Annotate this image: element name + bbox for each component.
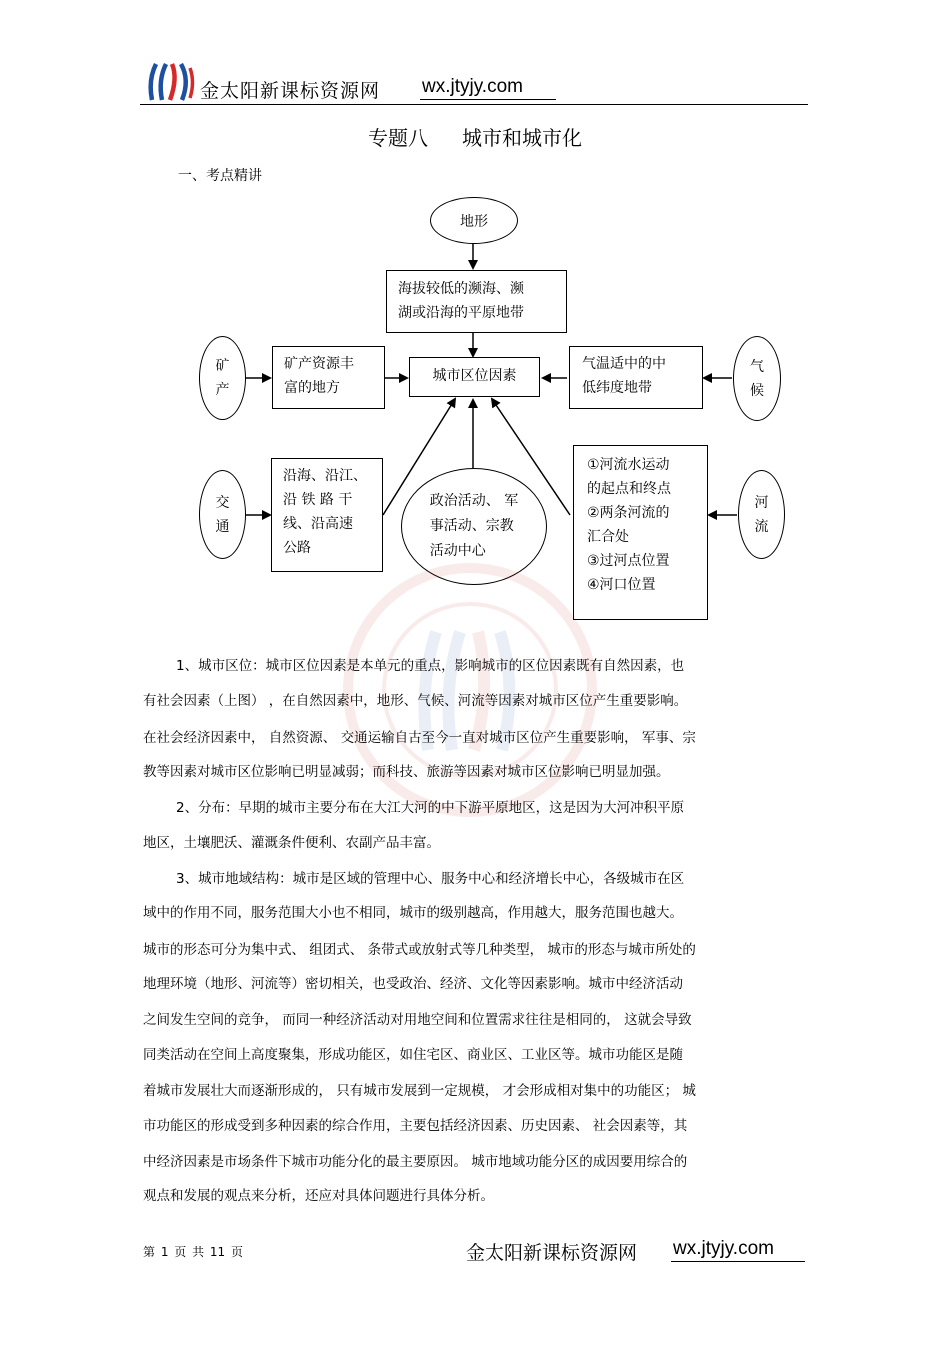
- para2-line1: 2、分布：早期的城市主要分布在大江大河的中下游平原地区，这是因为大河冲积平原: [176, 800, 685, 816]
- para3-line8: 市功能区的形成受到多种因素的综合作用，主要包括经济因素、历史因素、 社会因素等，其: [143, 1118, 688, 1134]
- title-part-1: 专题八: [368, 126, 428, 150]
- transport-box: 沿海、沿江、 沿 铁 路 干 线、沿高速 公路: [271, 458, 383, 572]
- mineral-box: 矿产资源丰 富的地方: [272, 346, 385, 409]
- para3-line3: 城市的形态可分为集中式、 组团式、 条带式或放射式等几种类型， 城市的形态与城市所处的: [143, 942, 696, 958]
- footer-url-underline: [671, 1261, 805, 1262]
- para2-line2: 地区，土壤肥沃、灌溉条件便利、农副产品丰富。: [143, 835, 440, 851]
- logo-icon: [146, 58, 196, 104]
- title-part-2: 城市和城市化: [462, 126, 582, 150]
- para3-line4: 地理环境（地形、河流等）密切相关，也受政治、经济、文化等因素影响。城市中经济活动: [143, 976, 683, 992]
- climate-oval: 气 候: [733, 336, 781, 421]
- para1-line3: 在社会经济因素中， 自然资源、 交通运输自古至今一直对城市区位产生重要影响， 军事、宗: [143, 730, 696, 746]
- header-rule: [140, 104, 808, 105]
- footer-url-link[interactable]: wx.jtyjy.com: [673, 1238, 774, 1259]
- river-box: ①河流水运动 的起点和终点 ②两条河流的 汇合处 ③过河点位置 ④河口位置: [573, 445, 708, 620]
- header-logo: [146, 58, 196, 104]
- transport-oval: 交 通: [199, 470, 246, 559]
- para1-line1: 1、城市区位：城市区位因素是本单元的重点，影响城市的区位因素既有自然因素，也: [176, 658, 685, 674]
- para3-line10: 观点和发展的观点来分析，还应对具体问题进行具体分析。: [143, 1188, 494, 1204]
- header-url-underline: [420, 99, 556, 100]
- river-oval: 河 流: [738, 470, 785, 559]
- para3-line2: 域中的作用不同，服务范围大小也不相同，城市的级别越高，作用越大，服务范围也越大。: [143, 905, 683, 921]
- footer-brand: 金太阳新课标资源网: [466, 1242, 638, 1264]
- center-box: 城市区位因素: [409, 357, 540, 397]
- mineral-oval: 矿 产: [199, 336, 246, 420]
- terrain-oval: 地形: [430, 197, 518, 244]
- page-title: [0, 122, 950, 151]
- page-number: 第 1 页 共 11 页: [143, 1245, 243, 1259]
- section-heading: 一、考点精讲: [178, 168, 262, 184]
- header-url-link[interactable]: wx.jtyjy.com: [422, 76, 523, 97]
- para1-line2: 有社会因素（上图） ，在自然因素中，地形、气候、河流等因素对城市区位产生重要影响。: [143, 693, 688, 709]
- para3-line1: 3、城市地域结构：城市是区域的管理中心、服务中心和经济增长中心，各级城市在区: [176, 871, 685, 887]
- political-oval: 政治活动、 军 事活动、宗教 活动中心: [401, 468, 547, 585]
- para3-line5: 之间发生空间的竞争， 而同一种经济活动对用地空间和位置需求往往是相同的， 这就会导致: [143, 1012, 692, 1028]
- para3-line7: 着城市发展壮大而逐渐形成的， 只有城市发展到一定规模， 才会形成相对集中的功能区； 城: [143, 1083, 696, 1099]
- para1-line4: 教等因素对城市区位影响已明显减弱；而科技、旅游等因素对城市区位影响已明显加强。: [143, 764, 670, 780]
- terrain-box: 海拔较低的濒海、濒 湖或沿海的平原地带: [386, 270, 567, 333]
- climate-box: 气温适中的中 低纬度地带: [569, 346, 703, 409]
- header-brand: 金太阳新课标资源网: [200, 80, 381, 102]
- para3-line9: 中经济因素是市场条件下城市功能分化的最主要原因。 城市地域功能分区的成因要用综合的: [143, 1154, 688, 1170]
- para3-line6: 同类活动在空间上高度聚集，形成功能区，如住宅区、商业区、工业区等。城市功能区是随: [143, 1047, 683, 1063]
